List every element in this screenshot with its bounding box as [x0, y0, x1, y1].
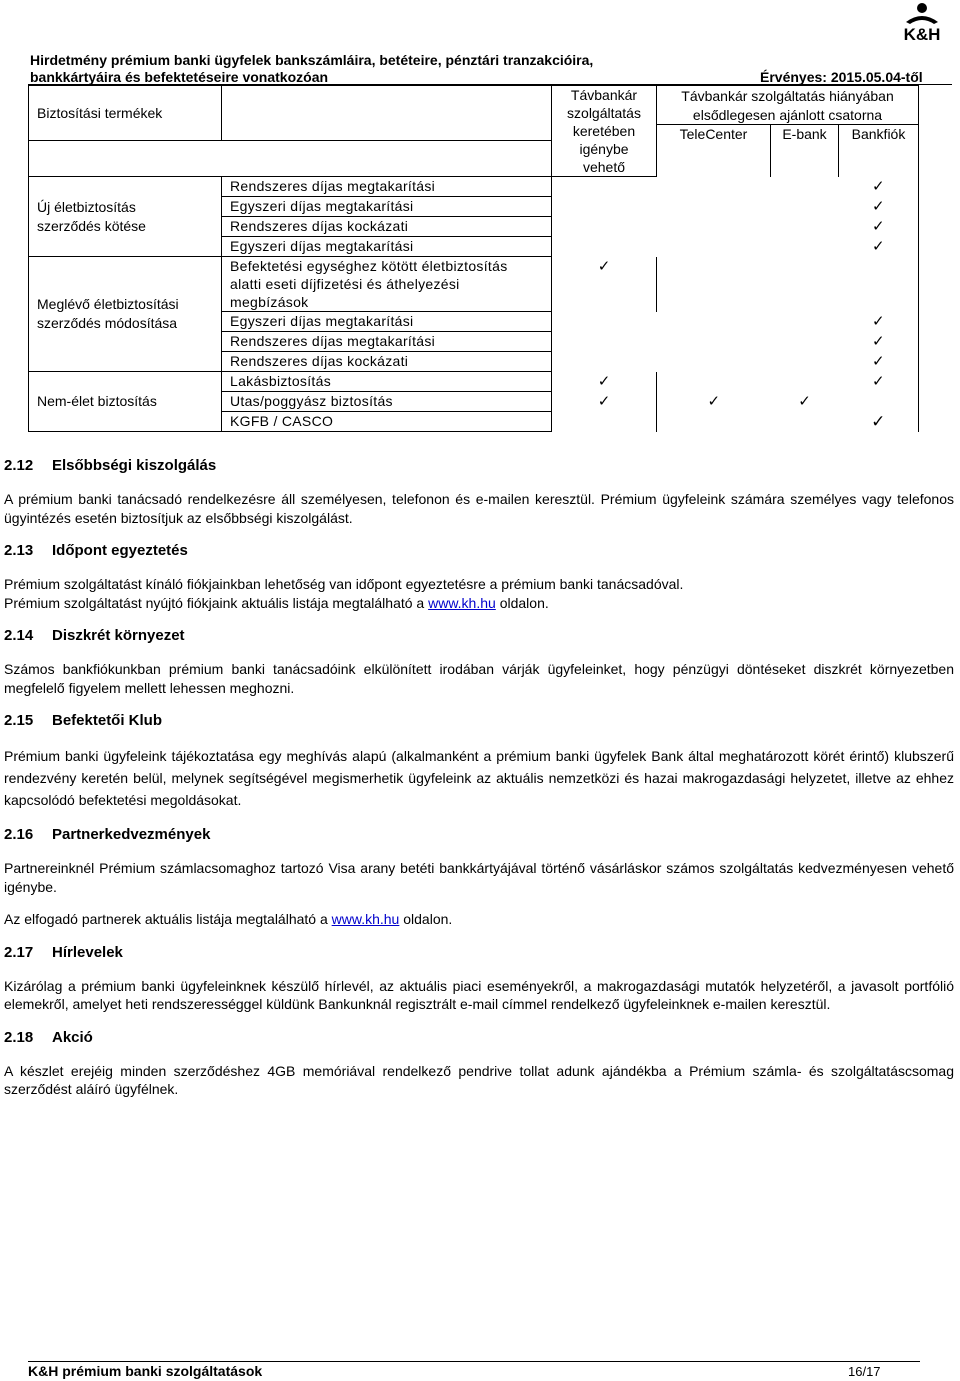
- cell-ebank: [771, 177, 839, 197]
- paragraph-text: Prémium szolgáltatást nyújtó fiókjaink aktuális listája megtalálható a: [4, 594, 429, 611]
- table-row: [29, 257, 919, 312]
- table-row: [29, 177, 919, 197]
- document-body: [4, 456, 954, 1099]
- section-number: 2.12: [4, 457, 34, 474]
- group-name-line: szerződés kötése: [37, 217, 146, 234]
- check-icon: ✓: [597, 373, 611, 390]
- section-heading: [4, 626, 954, 646]
- group-name-line: Új életbiztosítás: [37, 198, 136, 215]
- section-heading: [4, 1028, 954, 1048]
- logo-text: K&H: [903, 25, 941, 42]
- check-icon: ✓: [657, 392, 771, 412]
- product-name: Rendszeres díjas kockázati: [222, 352, 552, 372]
- paragraph: Prémium banki ügyfeleink tájékoztatása egy meghívás alapú (alkalmanként a prémium banki ügyfelek Bank által meghatározott körét érintő) klubszerű rendezvény keretén belül, melynek segítségével megismerhetik ügyfeleink az aktuális nemzetközi és hazai makrogazdasági helyzetet, illetve az ehhez kapcsolódó befektetési megoldásokat.: [4, 748, 954, 808]
- section-number: 2.16: [4, 826, 34, 843]
- section-heading: [4, 456, 954, 476]
- paragraph: Partnereinknél Prémium számlacsomaghoz tartozó Visa arany betéti bankkártyájával történő vásárláskor számos szolgáltatás kedvezményesen vehető igénybe.: [4, 860, 954, 895]
- paragraph: Kizárólag a prémium banki ügyfeleinknek készülő hírlevél, az aktuális piaci eseményekről, a makrogazdasági mutatók helyzetéről, a javasolt portfólió elemekről, amelyet heti rendszerességgel küldünk Bankunknál regisztrált e-mail címmel rendelkező ügyfeleinknek e-mailen keresztül.: [4, 977, 954, 1012]
- header-remote-line: Távbankár: [570, 87, 638, 103]
- cell-telecenter: [657, 177, 771, 197]
- insurance-channels-table: [28, 85, 919, 432]
- product-name: Rendszeres díjas megtakarítási: [222, 177, 552, 197]
- product-name-multiline: [222, 257, 552, 312]
- header-remote-line: keretében: [572, 123, 636, 139]
- check-icon: ✓: [839, 312, 919, 332]
- header-remote-line: vehető: [582, 159, 626, 175]
- check-icon: ✓: [839, 177, 919, 197]
- header-insurance-products: Biztosítási termékek: [29, 86, 222, 141]
- page-number: 16/17: [848, 1364, 881, 1379]
- section-number: 2.13: [4, 542, 34, 559]
- header-spacer: [29, 141, 552, 177]
- footer-rule: [28, 1361, 920, 1362]
- kh-logo: [894, 2, 950, 42]
- cell-remote: [552, 177, 657, 197]
- group-new-life-insurance: [29, 177, 222, 257]
- check-icon: ✓: [597, 257, 611, 275]
- check-icon: ✓: [839, 332, 919, 352]
- kh-logo-icon: [894, 2, 950, 42]
- check-icon: ✓: [839, 197, 919, 217]
- product-name: Rendszeres díjas kockázati: [222, 217, 552, 237]
- group-existing-life-insurance: [29, 257, 222, 372]
- check-icon: ✓: [798, 393, 811, 410]
- product-name-line: megbízások: [230, 294, 309, 310]
- header-remote-line: szolgáltatás: [567, 105, 641, 121]
- paragraph-with-link: [4, 910, 954, 929]
- header-absent-line2: elsődlegesen ajánlott csatorna: [657, 105, 919, 125]
- section-heading: [4, 711, 954, 731]
- product-name: KGFB / CASCO: [222, 412, 552, 432]
- section-number: 2.15: [4, 712, 34, 729]
- group-name-line: szerződés módosítása: [37, 315, 178, 331]
- kh-website-link[interactable]: www.kh.hu: [428, 594, 496, 611]
- paragraph: A prémium banki tanácsadó rendelkezésre áll személyesen, telefonon és e-mailen keresztül. Prémium ügyfeleink számára személyes vagy telefonos ügyintézés esetén biztosítjuk az elsőbbségi kiszolgálást.: [4, 491, 954, 526]
- group-name-line: Meglévő életbiztosítási: [37, 296, 179, 312]
- header-remote-line: igénybe: [579, 141, 629, 157]
- section-title: Partnerkedvezmények: [52, 826, 211, 843]
- product-name: Egyszeri díjas megtakarítási: [222, 197, 552, 217]
- section-number: 2.18: [4, 1028, 34, 1046]
- check-icon: ✓: [839, 217, 919, 237]
- document-title-line2: bankkártyáira és befektetéseire vonatkozóan: [30, 69, 329, 85]
- table-header-row-1: [29, 86, 919, 106]
- section-title: Hírlevelek: [52, 943, 123, 961]
- product-name: Utas/poggyász biztosítás: [222, 392, 552, 412]
- product-name: Rendszeres díjas megtakarítási: [222, 332, 552, 352]
- check-icon: ✓: [597, 393, 611, 410]
- paragraph-text: oldalon.: [495, 594, 549, 611]
- paragraph: Prémium szolgáltatást kínáló fiókjainkban lehetőség van időpont egyeztetésre a prémium banki tanácsadóval.: [4, 576, 684, 592]
- header-branch: Bankfiók: [839, 125, 919, 177]
- header-telecenter: TeleCenter: [657, 125, 771, 177]
- section-title: Elsőbbségi kiszolgálás: [52, 457, 217, 474]
- product-name: Lakásbiztosítás: [222, 372, 552, 392]
- group-non-life-insurance: Nem-élet biztosítás: [29, 372, 222, 432]
- check-icon: ✓: [839, 412, 919, 432]
- paragraph: A készlet erejéig minden szerződéshez 4GB memóriával rendelkező pendrive tollat adunk ajándékba a Prémium számla- és szolgáltatáscsomag szerződést aláíró ügyfélnek.: [4, 1062, 954, 1097]
- paragraph-text: Az elfogadó partnerek aktuális listája megtalálható a: [4, 911, 332, 927]
- product-name: Egyszeri díjas megtakarítási: [222, 237, 552, 257]
- section-title: Befektetői Klub: [52, 712, 163, 729]
- paragraph: Számos bankfiókunkban prémium banki tanácsadóink elkülönített irodában várják ügyfeleinket, hogy pénzügyi döntéseket diszkrét környezetben megfelelő figyelem mellett lehessen meghozni.: [4, 661, 954, 696]
- section-title: Akció: [52, 1028, 93, 1046]
- header-absent-line1: Távbankár szolgáltatás hiányában: [657, 86, 919, 106]
- header-remote-banking: [552, 86, 657, 177]
- section-number: 2.14: [4, 627, 34, 644]
- document-title-line1: Hirdetmény prémium banki ügyfelek bankszámláira, betéteire, pénztári tranzakcióira,: [30, 52, 594, 68]
- section-heading: [4, 825, 954, 845]
- section-heading: [4, 541, 954, 561]
- check-icon: ✓: [839, 237, 919, 257]
- table-row: [29, 372, 919, 392]
- paragraph-with-link: [4, 594, 954, 613]
- product-name-line: alatti eseti díjfizetési és áthelyezési: [230, 276, 460, 292]
- header-blank: [222, 86, 552, 141]
- footer-title: K&H prémium banki szolgáltatások: [28, 1363, 263, 1379]
- section-title: Diszkrét környezet: [52, 627, 185, 644]
- header-ebank: E-bank: [771, 125, 839, 177]
- product-name: Egyszeri díjas megtakarítási: [222, 312, 552, 332]
- paragraph-text: oldalon.: [399, 911, 453, 927]
- section-number: 2.17: [4, 943, 34, 961]
- product-name-line: Befektetési egységhez kötött életbiztosítás: [230, 258, 508, 274]
- check-icon: ✓: [839, 352, 919, 372]
- check-icon: ✓: [839, 372, 919, 392]
- validity-date: Érvényes: 2015.05.04-től: [760, 69, 923, 85]
- kh-website-link[interactable]: www.kh.hu: [331, 911, 400, 927]
- section-heading: [4, 943, 954, 963]
- section-title: Időpont egyeztetés: [52, 542, 188, 559]
